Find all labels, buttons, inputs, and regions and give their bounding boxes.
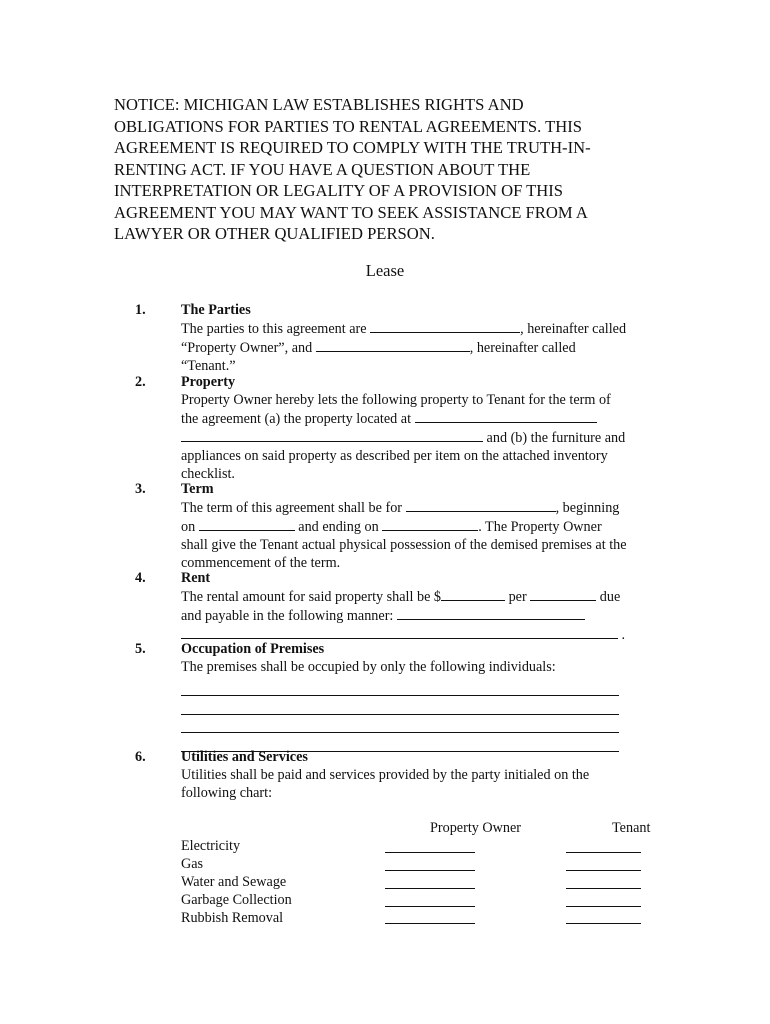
- section-number: 5.: [135, 641, 146, 657]
- utility-row-label: Water and Sewage: [181, 874, 287, 890]
- tenant-initial-line[interactable]: [566, 887, 641, 889]
- section-heading: Occupation of Premises: [181, 641, 325, 657]
- notice-line: AGREEMENT YOU MAY WANT TO SEEK ASSISTANCE FROM A: [114, 202, 588, 222]
- section-text: and (b) the furniture and: [483, 429, 626, 446]
- owner-initial-line[interactable]: [385, 887, 475, 889]
- owner-initial-line[interactable]: [385, 922, 475, 924]
- notice-line: INTERPRETATION OR LEGALITY OF A PROVISION OF THIS: [114, 181, 564, 200]
- notice-line: NOTICE: MICHIGAN LAW ESTABLISHES RIGHTS AND: [114, 95, 524, 114]
- occupant-line[interactable]: [181, 715, 619, 734]
- section-text: “Property Owner”, and: [181, 339, 316, 356]
- rent-amount-blank[interactable]: [441, 588, 505, 601]
- section-text: checklist.: [181, 465, 235, 482]
- section-text: Utilities shall be paid and services provided by the party initialed on the: [181, 766, 590, 783]
- section-text: The term of this agreement shall be for: [181, 499, 406, 516]
- utility-row-label: Gas: [181, 856, 204, 872]
- section-text: .: [618, 626, 626, 643]
- section-heading: The Parties: [181, 302, 251, 318]
- utility-row-label: Electricity: [181, 838, 241, 854]
- tenant-initial-line[interactable]: [566, 851, 641, 853]
- notice-line: LAWYER OR OTHER QUALIFIED PERSON.: [114, 224, 435, 243]
- owner-initial-line[interactable]: [385, 905, 475, 907]
- section-text: and ending on: [294, 518, 383, 535]
- section-heading: Term: [181, 481, 214, 497]
- term-length-blank[interactable]: [406, 499, 556, 512]
- section-text: , beginning: [555, 499, 620, 516]
- column-header-property-owner: Property Owner: [430, 820, 522, 836]
- document-title: Lease: [365, 261, 405, 280]
- section-number: 2.: [135, 374, 146, 390]
- section-number: 3.: [135, 481, 146, 497]
- section-text: following chart:: [181, 784, 273, 801]
- section-text: , hereinafter called: [469, 339, 576, 356]
- end-date-blank[interactable]: [382, 518, 478, 531]
- section-number: 1.: [135, 302, 146, 318]
- section-text: . The Property Owner: [478, 518, 602, 535]
- column-header-tenant: Tenant: [612, 820, 651, 836]
- section-text: shall give the Tenant actual physical possession of the demised premises at the: [181, 536, 627, 553]
- section-number: 6.: [135, 749, 146, 765]
- payment-manner-blank[interactable]: [397, 607, 585, 620]
- occupant-line[interactable]: [181, 696, 619, 715]
- section-text: “Tenant.”: [181, 357, 236, 374]
- tenant-name-blank[interactable]: [316, 339, 470, 352]
- notice-line: RENTING ACT. IF YOU HAVE A QUESTION ABOUT THE: [114, 159, 531, 179]
- payment-manner-blank-2[interactable]: [181, 626, 618, 639]
- utility-row-label: Garbage Collection: [181, 892, 292, 908]
- tenant-initial-line[interactable]: [566, 922, 641, 924]
- section-text: Property Owner hereby lets the following property to Tenant for the term of: [181, 391, 611, 408]
- section-text: on: [181, 518, 199, 535]
- rent-period-blank[interactable]: [530, 588, 596, 601]
- section-text: The premises shall be occupied by only the following individuals:: [181, 658, 556, 675]
- section-text: The parties to this agreement are: [181, 320, 371, 337]
- section-number: 4.: [135, 570, 146, 586]
- section-text: and payable in the following manner:: [181, 607, 397, 624]
- section-text: commencement of the term.: [181, 554, 341, 571]
- notice-line: OBLIGATIONS FOR PARTIES TO RENTAL AGREEMENTS. THIS: [114, 116, 583, 136]
- utility-row-label: Rubbish Removal: [181, 910, 284, 926]
- property-address-blank-2[interactable]: [181, 429, 483, 442]
- notice-block: [114, 94, 644, 245]
- section-text: the agreement (a) the property located at: [181, 410, 415, 427]
- start-date-blank[interactable]: [199, 518, 295, 531]
- owner-initial-line[interactable]: [385, 869, 475, 871]
- section-text: per: [505, 588, 531, 605]
- section-heading: Property: [181, 374, 236, 390]
- owner-name-blank[interactable]: [370, 320, 520, 333]
- tenant-initial-line[interactable]: [566, 905, 641, 907]
- property-address-blank[interactable]: [415, 410, 597, 423]
- section-text: due: [596, 588, 621, 605]
- notice-line: AGREEMENT IS REQUIRED TO COMPLY WITH THE TRUTH-IN-: [114, 138, 591, 157]
- section-text: The rental amount for said property shall be $: [181, 588, 442, 605]
- occupant-line[interactable]: [181, 677, 619, 696]
- section-text: appliances on said property as described per item on the attached inventory: [181, 447, 608, 464]
- tenant-initial-line[interactable]: [566, 869, 641, 871]
- owner-initial-line[interactable]: [385, 851, 475, 853]
- section-heading: Rent: [181, 570, 211, 586]
- section-heading: Utilities and Services: [181, 749, 308, 765]
- section-text: , hereinafter called: [520, 320, 627, 337]
